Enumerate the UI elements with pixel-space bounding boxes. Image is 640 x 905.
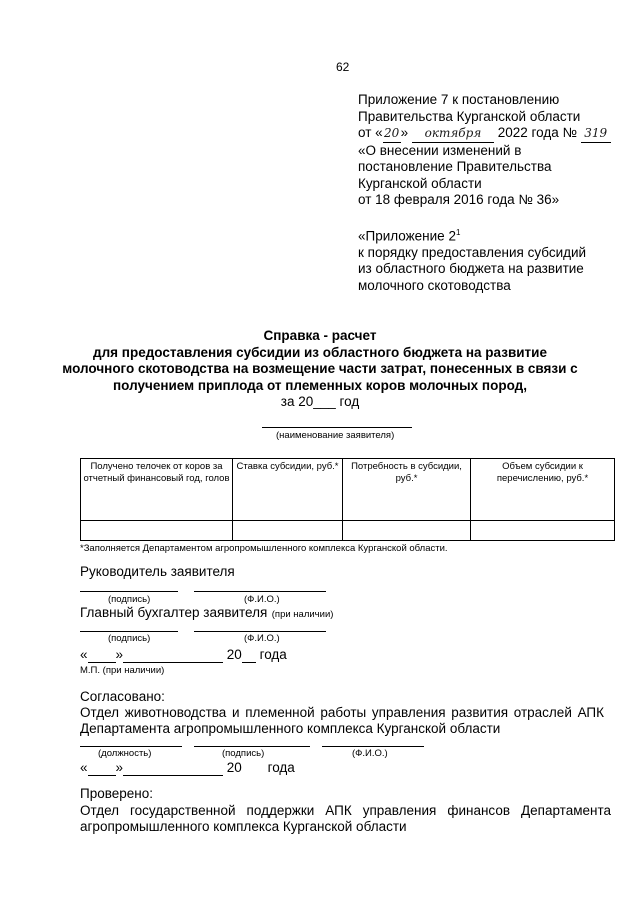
checked-dept-line xyxy=(80,803,611,818)
appendix-date-line xyxy=(358,125,611,143)
applicant-caption: (наименование заявителя) xyxy=(276,430,395,441)
fio-caption: (Ф.И.О.) xyxy=(244,594,280,605)
date-year: 2022 года № xyxy=(497,125,577,140)
appendix-line: от 18 февраля 2016 года № 36» xyxy=(358,192,560,207)
footnote: *Заполняется Департаментом агропромышленного комплекса Курганской области. xyxy=(80,543,448,554)
appendix-line: постановление Правительства xyxy=(358,159,552,174)
accountant-note: (при наличии) xyxy=(271,609,334,620)
signature-line xyxy=(194,746,310,747)
appendix-line: Правительства Курганской области xyxy=(358,108,581,124)
document-title xyxy=(0,328,640,411)
sub-appendix-line: из областного бюджета на развитие xyxy=(358,261,584,276)
fio-line xyxy=(322,746,424,747)
head-label: Руководитель заявителя xyxy=(80,564,235,579)
title-line: Справка - расчет xyxy=(263,328,377,343)
sub-appendix-line xyxy=(358,225,611,245)
checked-dept-line: агропромышленного комплекса Курганской области xyxy=(80,819,407,834)
table-header-cell: Потребность в субсидии, руб.* xyxy=(343,459,471,521)
table-cell[interactable] xyxy=(343,521,471,541)
handwritten-number: 319 xyxy=(581,125,611,143)
agreed-dept-text: Отдел животноводства и племенной работы управления развития отраслей АПК xyxy=(80,705,604,720)
table-header-cell: Объем субсидии к перечислению, руб.* xyxy=(471,459,615,521)
date-line xyxy=(80,647,287,663)
applicant-name-line xyxy=(262,427,412,428)
year-word: года xyxy=(259,647,287,662)
stamp-note: М.П. (при наличии) xyxy=(80,665,165,676)
sub-appendix-line: к порядку предоставления субсидий xyxy=(358,244,587,260)
table-cell[interactable] xyxy=(81,521,233,541)
checked-dept-text: Отдел государственной поддержки АПК управления финансов Департамента xyxy=(80,803,611,818)
date-quote-close: » xyxy=(115,647,124,662)
table-row xyxy=(81,521,615,541)
date-quote-close: » xyxy=(115,760,124,775)
accountant-label: Главный бухгалтер заявителя xyxy=(80,605,268,620)
title-line: получением приплода от племенных коров молочных пород, xyxy=(113,377,527,393)
day-blank[interactable] xyxy=(88,647,116,663)
handwritten-day: 20 xyxy=(383,125,401,143)
signature-line xyxy=(80,591,178,592)
agreed-dept-line: Департамента агропромышленного комплекса Курганской области xyxy=(80,721,501,736)
year-blank[interactable] xyxy=(242,647,256,663)
agreed-dept-line xyxy=(80,705,604,720)
appendix-line: Курганской области xyxy=(358,175,482,191)
fio-caption: (Ф.И.О.) xyxy=(352,748,388,759)
table-header-row xyxy=(81,459,615,521)
signature-caption: (подпись) xyxy=(108,633,151,644)
table-cell[interactable] xyxy=(471,521,615,541)
appendix-line: «О внесении изменений в xyxy=(358,142,522,158)
year-word: года xyxy=(267,760,295,775)
accountant-block xyxy=(80,604,333,622)
sub-appendix-line: молочного скотоводства xyxy=(358,277,511,293)
title-year-line: за 20___ год xyxy=(280,394,360,409)
appendix-block xyxy=(358,92,611,294)
sub-appendix-sup: 1 xyxy=(455,227,461,237)
page-number: 62 xyxy=(336,60,350,74)
fio-line xyxy=(194,631,326,632)
date-line xyxy=(80,760,295,776)
sub-appendix-title: «Приложение 2 xyxy=(358,228,456,243)
table-header-cell: Ставка субсидии, руб.* xyxy=(233,459,343,521)
calculation-table xyxy=(80,458,615,541)
date-mid: » xyxy=(400,125,409,140)
title-line: для предоставления субсидии из областного бюджета на развитие xyxy=(93,344,547,360)
year-prefix: 20 xyxy=(226,647,242,662)
signature-caption: (подпись) xyxy=(108,594,151,605)
month-blank[interactable] xyxy=(123,760,223,776)
date-prefix: от « xyxy=(358,125,383,140)
year-prefix: 20 xyxy=(226,760,242,775)
agreed-label: Согласовано: xyxy=(80,689,165,704)
signature-line xyxy=(80,631,178,632)
fio-caption: (Ф.И.О.) xyxy=(244,633,280,644)
title-line: молочного скотоводства на возмещение части затрат, понесенных в связи с xyxy=(62,361,578,376)
appendix-line: Приложение 7 к постановлению xyxy=(358,92,560,107)
table-header-cell: Получено телочек от коров за отчетный финансовый год, голов xyxy=(81,459,233,521)
table-cell[interactable] xyxy=(233,521,343,541)
date-quote-open: « xyxy=(80,647,88,662)
date-quote-open: « xyxy=(80,760,88,775)
checked-label: Проверено: xyxy=(80,786,153,801)
month-blank[interactable] xyxy=(123,647,223,663)
signature-caption: (подпись) xyxy=(222,748,265,759)
fio-line xyxy=(194,591,326,592)
position-caption: (должность) xyxy=(98,748,152,759)
day-blank[interactable] xyxy=(88,760,116,776)
handwritten-month: октября xyxy=(412,125,494,143)
position-line xyxy=(80,746,182,747)
